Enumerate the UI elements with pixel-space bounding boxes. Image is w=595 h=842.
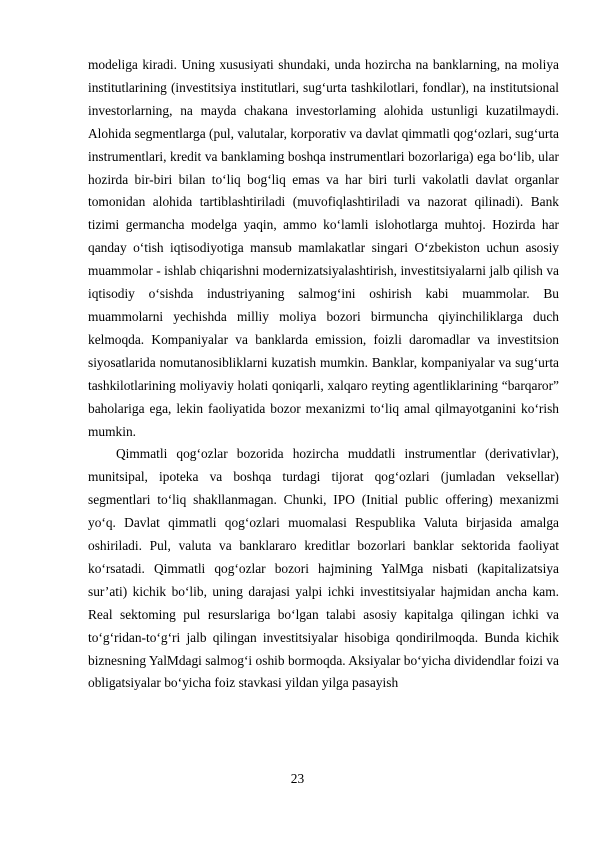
document-page xyxy=(88,54,559,695)
paragraph-1: modeliga kiradi. Uning xususiyati shundaki, unda hozircha na banklarning, na moliya institutlarining (investitsiya institutlari, sug‘urta tashkilotlari, fondlar), na institutsional investorlarning, na mayda chakana investorlaming alohida ustunligi kuzatilmaydi. Alohida segmentlarga (pul, valutalar, korporativ va davlat qimmatli qog‘ozlari, sug‘urta instrumentlari, kredit va banklaming boshqa instrumentlari bozorlariga) ega bo‘lib, ular hozirda bir-biri bilan to‘liq bog‘liq emas va har biri turli vakolatli davlat organlar tomonidan alohida tartiblashtiriladi (muvofiqlashtiriladi va nazorat qilinadi). Bank tizimi germancha modelga yaqin, ammo ko‘lamli islohotlarga muhtoj. Hozirda har qanday o‘tish iqtisodiyotiga mansub mamlakatlar singari O‘zbekiston uchun asosiy muammolar - ishlab chiqarishni modernizatsiyalashtirish, investitsiyalarni jalb qilish va iqtisodiy o‘sishda industriyaning salmog‘ini oshirish kabi muammolar. Bu muammolarni yechishda milliy moliya bozori birmuncha qiyinchiliklarga duch kelmoqda. Kompaniyalar va banklarda emission, foizli daromadlar va investitsion siyosatlarida nomutanosibliklarni kuzatish mumkin. Banklar, kompaniyalar va sug‘urta tashkilotlarining moliyaviy holati qoniqarli, xalqaro reyting agentliklarining “barqaror” baholariga ega, lekin faoliyatida bozor mexanizmi to‘liq amal qilmayotganini ko‘rish mumkin. xyxy=(88,57,559,439)
paragraph-2: Qimmatli qog‘ozlar bozorida hozircha muddatli instrumentlar (derivativlar), munitsipal, ipoteka va boshqa turdagi tijorat qog‘ozlari (jumladan veksellar) segmentlari to‘liq shakllanmagan. Chunki, IPO (Initial public offering) mexanizmi yo‘q. Davlat qimmatli qog‘ozlari muomalasi Respublika Valuta birjasida amalga oshiriladi. Pul, valuta va banklararo kreditlar bozorlari banklar sektorida faoliyat ko‘rsatadi. Qimmatli qog‘ozlar bozori hajmining YalMga nisbati (kapitalizatsiya sur’ati) kichik bo‘lib, uning darajasi yalpi ichki investitsiyalar hajmidan ancha kam. Real sektoming pul resurslariga bo‘lgan talabi asosiy kapitalga qilingan ichki va to‘g‘ridan-to‘g‘ri jalb qilingan investitsiyalar hisobiga qondirilmoqda. Bunda kichik biznesning YalMdagi salmog‘i oshib bormoqda. Aksiyalar bo‘yicha dividendlar foizi va obligatsiyalar bo‘yicha foiz stavkasi yildan yilga pasayish xyxy=(88,446,559,691)
page-number: 23 xyxy=(290,771,305,786)
